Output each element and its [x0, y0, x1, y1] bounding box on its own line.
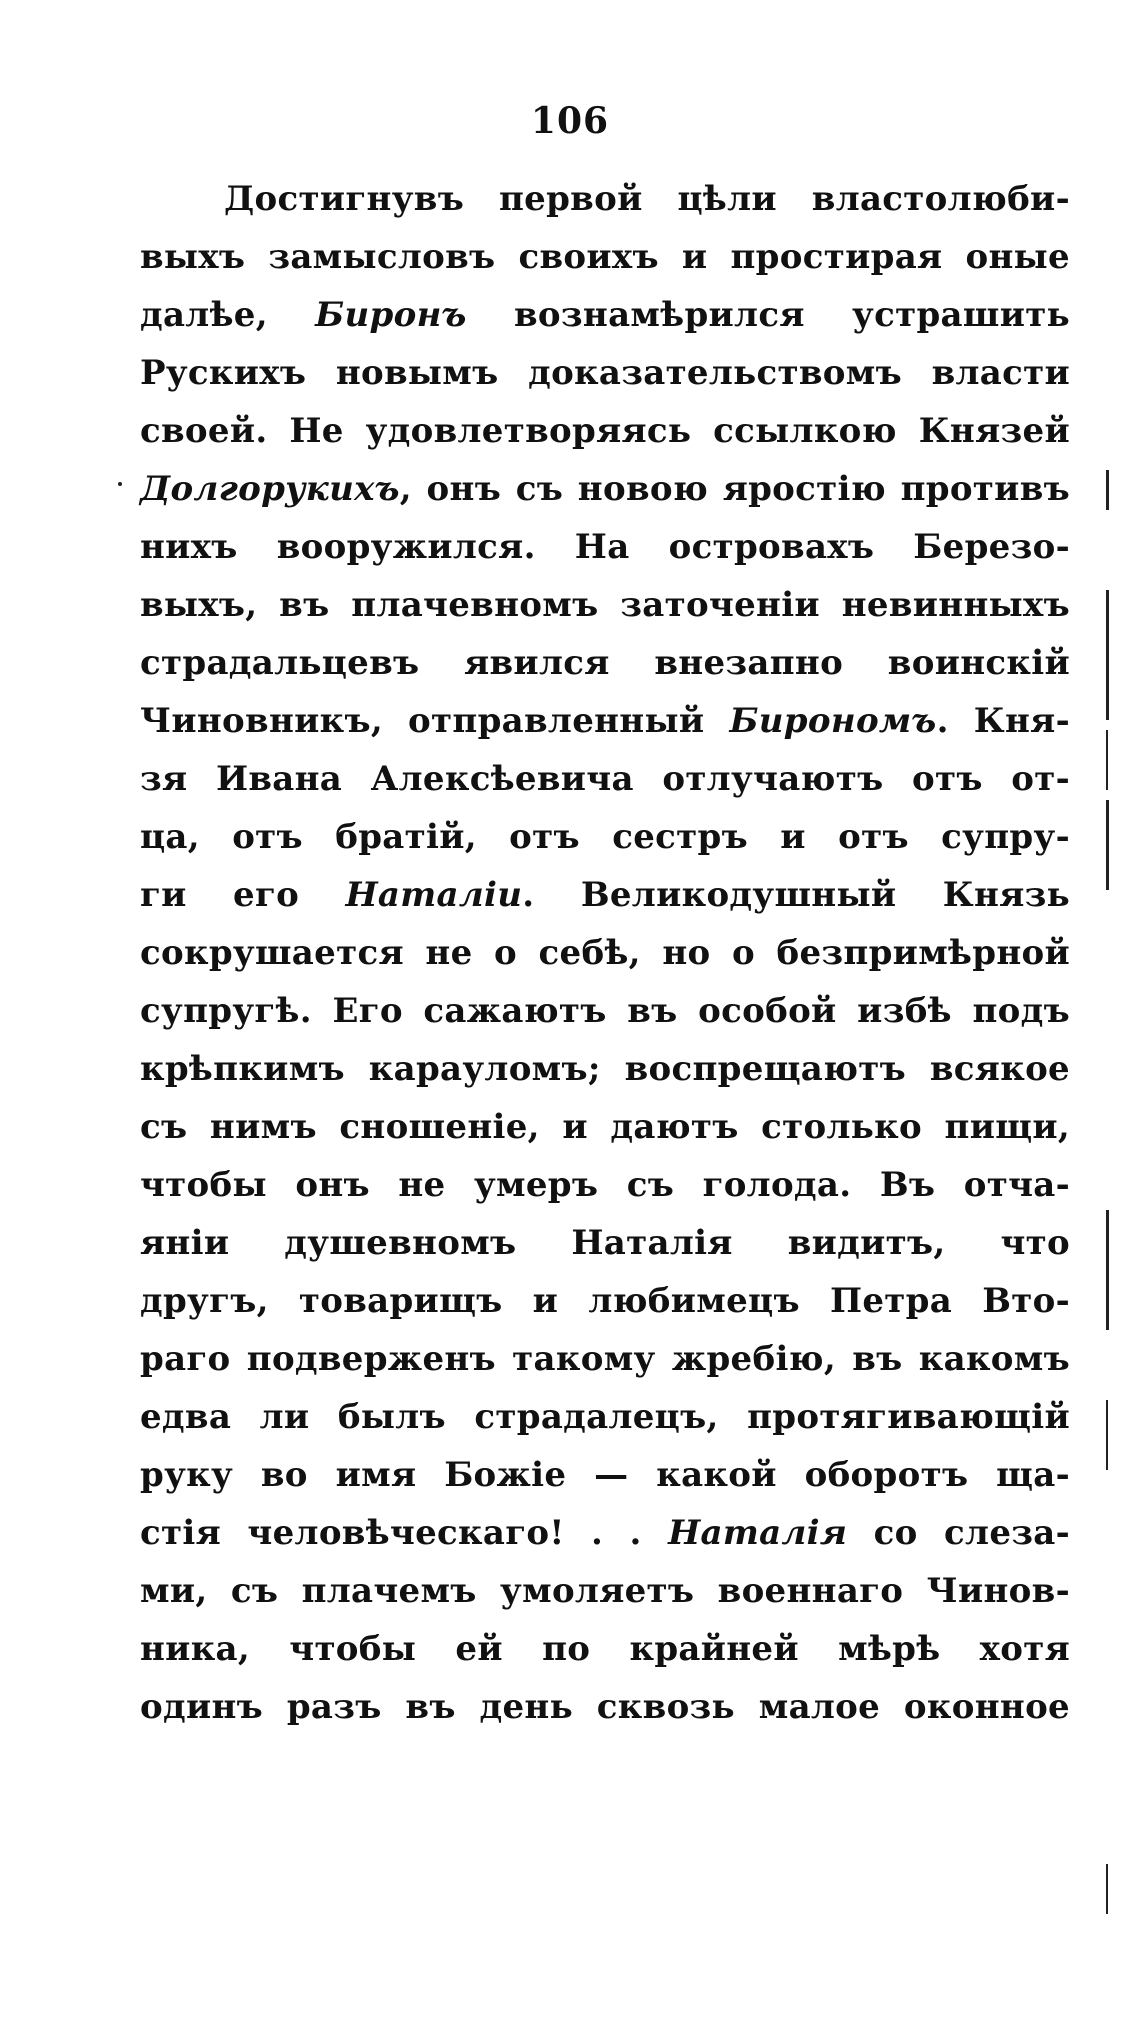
margin-line-mark [1106, 800, 1109, 890]
text-segment: ника, чтобы ей по крайней мѣрѣ хотя [140, 1629, 1070, 1669]
text-line [140, 1214, 1070, 1272]
text-segment: Чиновникъ, отправленный [140, 701, 730, 741]
text-segment: страдальцевъ явился внезапно воинскій [140, 643, 1070, 683]
text-segment: зя Ивана Алексѣевича отлучаютъ отъ от- [140, 759, 1070, 799]
italic-name: Наталіи [345, 875, 523, 915]
text-segment: съ нимъ сношеніе, и даютъ столько пищи, [140, 1107, 1070, 1147]
text-line [140, 924, 1070, 982]
text-segment: вознамѣрился устрашить [466, 295, 1070, 335]
body-text [140, 170, 1070, 1736]
text-line [140, 1446, 1070, 1504]
text-segment: одинъ разъ въ день сквозь малое оконное [140, 1687, 1070, 1727]
text-segment: руку во имя Божіе — какой оборотъ ща- [140, 1455, 1070, 1495]
text-segment: чтобы онъ не умеръ съ голода. Въ отча- [140, 1165, 1070, 1205]
text-line [140, 1098, 1070, 1156]
text-segment: ми, съ плачемъ умоляетъ военнаго Чинов- [140, 1571, 1070, 1611]
text-line [140, 1678, 1070, 1736]
text-segment: едва ли былъ страдалецъ, протягивающій [140, 1397, 1070, 1437]
text-segment: своей. Не удовлетворяясь ссылкою Князей [140, 411, 1070, 451]
text-segment: выхъ замысловъ своихъ и простирая оные [140, 237, 1070, 277]
text-line [140, 286, 1070, 344]
text-segment: . Великодушный Князь [522, 875, 1070, 915]
text-line [140, 692, 1070, 750]
margin-line-mark [1106, 1400, 1108, 1470]
italic-name: Биронъ [315, 295, 467, 335]
text-line [140, 866, 1070, 924]
margin-line-mark [1106, 590, 1109, 720]
text-line [140, 1330, 1070, 1388]
text-segment: супругѣ. Его сажаютъ въ особой избѣ подъ [140, 991, 1070, 1031]
text-line [140, 1272, 1070, 1330]
margin-line-mark [1106, 1210, 1109, 1330]
margin-dot-mark [118, 482, 122, 486]
text-segment: , онъ съ новою яростію противъ [399, 469, 1070, 509]
margin-line-mark [1106, 470, 1109, 510]
text-line [140, 634, 1070, 692]
text-segment: . Кня- [936, 701, 1070, 741]
text-segment: выхъ, въ плачевномъ заточеніи невинныхъ [140, 585, 1070, 625]
text-line [140, 576, 1070, 634]
text-segment: раго подверженъ такому жребію, въ какомъ [140, 1339, 1070, 1379]
text-line [140, 170, 1070, 228]
text-segment: со слеза- [847, 1513, 1071, 1553]
text-segment: Достигнувъ первой цѣли властолюби- [224, 179, 1070, 219]
margin-line-mark [1106, 730, 1108, 790]
text-line [140, 518, 1070, 576]
text-segment: ги его [140, 875, 346, 915]
text-line [140, 1504, 1070, 1562]
margin-line-mark [1106, 1864, 1108, 1914]
text-line [140, 1156, 1070, 1214]
text-line [140, 1562, 1070, 1620]
text-line [140, 1040, 1070, 1098]
text-line [140, 750, 1070, 808]
text-line [140, 344, 1070, 402]
text-segment: далѣе, [140, 295, 316, 335]
text-segment: ца, отъ братій, отъ сестръ и отъ супру- [140, 817, 1070, 857]
italic-name: Долгорукихъ [140, 469, 400, 509]
page-number: 106 [530, 100, 610, 142]
text-segment: яніи душевномъ Наталія видитъ, что [140, 1223, 1070, 1263]
text-segment: сокрушается не о себѣ, но о безпримѣрной [140, 933, 1070, 973]
text-line [140, 402, 1070, 460]
text-line [140, 982, 1070, 1040]
text-line [140, 1620, 1070, 1678]
italic-name: Бирономъ [729, 701, 937, 741]
text-segment: крѣпкимъ карауломъ; воспрещаютъ всякое [140, 1049, 1070, 1089]
italic-name: Наталія [668, 1513, 848, 1553]
text-line [140, 228, 1070, 286]
text-segment: нихъ вооружился. На островахъ Березо- [140, 527, 1070, 567]
text-segment: другъ, товарищъ и любимецъ Петра Вто- [140, 1281, 1070, 1321]
text-segment: стія человѣческаго! . . [140, 1513, 669, 1553]
text-line [140, 1388, 1070, 1446]
text-segment: Рускихъ новымъ доказательствомъ власти [140, 353, 1070, 393]
text-line [140, 460, 1070, 518]
text-line [140, 808, 1070, 866]
